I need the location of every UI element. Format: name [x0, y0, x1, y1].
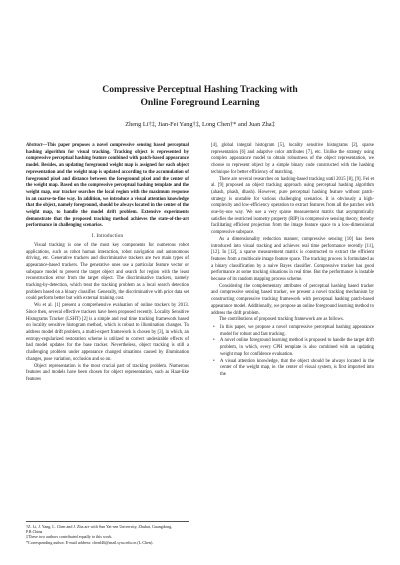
footnote: *Corresponding author. E-mail address: chenl46@mail.sysu.edu.cn (L.Chen). [26, 539, 154, 545]
list-item-text: A novel online foreground learning method is proposed to handle the target drift problem, in which, every CPH template is also combined with an updating weight map for confidence evaluation. [220, 338, 374, 357]
list-item [211, 359, 374, 379]
title-line-1: Compressive Perceptual Hashing Tracking with [102, 84, 298, 95]
body-paragraph: Object representation is the most crucial part of tracking problem. Numerous features and models have been chosen for object representation, such as Haar-like features [26, 363, 189, 382]
abstract-label: Abstract [26, 143, 43, 148]
list-item [211, 325, 374, 338]
body-paragraph: As a dimensionality reduction manner, compressive sensing [10] has been introduced into visual tracking and achieves real time performance recently [11], [12]. In [12], a sparse measurement matrix is constructed to extract the efficient features from a multiscale image feature space. The tracking process is formulated as a binary classification by a naive Bayes classifier. Compressive tracker has good performance at some tracking situations in real time. But the performance is instable because of its random mapping process scheme. [211, 236, 374, 283]
body-paragraph: [4], global integral histogram [5], locality sensitive histograms [2], sparse representation [6] and adaptive color attributes [7], etc. Unlike the strategy using complex appearance model to obtain robustness of the object representation, we choose to represent object by a simple binary code constructed with the hashing technique for better efficiency of matching. [211, 143, 374, 175]
footnotes [26, 521, 189, 545]
author-list: Zheng Li†‡, Jian-Fei Yang†‡, Long Chen†* and Juan Zha‡ [125, 121, 275, 128]
abstract-text: —This paper proposes a novel compressive sensing based perceptual hashing algorithm for visual tracking. Tracking object is represented by compressive perceptual hashing feature combined with patch-based appearance model. Besides, an updating foreground weight map is assigned for each object representation and the weight map is updated according to the accumulation of foreground pixel and distance between the foreground pixel and the center of the weight map. Based on the compressive perceptual hashing template and the weight map, our tracker searches the local region with the maximum response in an coarse-to-fine way. In addition, we introduce a visual attention knowledge that the object, namely foreground, should be always located in the center of the weight map, to handle the model drift problem. Extensive experiments demonstrate that the proposed tracking method achieves the state-of-the-art performance in challenging scenarios. [26, 143, 189, 229]
title-line-2: Online Foreground Learning [140, 96, 260, 108]
paper-title [60, 84, 340, 109]
contribution-list [211, 325, 374, 379]
bullet-icon: • [213, 358, 215, 364]
footnote: †Z. Li, J. Yang, L. Chen and J. Zha are with Sun Yat-sen University, Zhuhai, Guangdong, P.R.China [26, 524, 173, 535]
body-paragraph: Visual tracking is one of the most key components for numerous robot applications, such as robot human interaction, robot navigation and autonomous driving, etc. Generative trackers and discriminative trackers are two main types of appearance-based trackers. The generative ones use a particular feature vector or subspace model to present the target object and search for region with the least reconstruction error from the target object. The discriminative trackers, namely tracking-by-detection, which treat the tracking problem as a local search detection problem based on a binary classifier. Generally, the discriminative with prior data set could perform better but with external training cost. [26, 242, 189, 302]
list-item [211, 338, 374, 358]
bullet-icon: • [213, 338, 215, 344]
left-column [26, 143, 189, 384]
section-heading-introduction: I. Introduction [91, 234, 124, 240]
footnote: ‡These two authors contributed equally to this work. [26, 534, 113, 540]
body-paragraph: Wu et al. [1] present a comprehensive evaluation of online trackers by 2013. Since then, several effective trackers have been proposed recently. Locality Sensitive Histograms Tracker (LSHT) [2] is a simple and real time tracking framework based on locality sensitive histogram method, which is robust to illumination changes. To address model drift problem, a multi-expert framework is chosen by [3], in which, an entropy-regularized restoration scheme is utilized to correct undesirable effects of bad model updates for the base tracker. Nevertheless, object tracking is still a challenging problem under appearance changed situations caused by illumination changes, pose variation, occlusion and so on. [26, 303, 189, 362]
bullet-icon: • [213, 324, 215, 330]
abstract [26, 143, 189, 230]
body-paragraph: Considering the complementary attributes of perceptual hashing based tracker and compressive sensing based tracker, we present a novel tracking mechanism by constructing compressive tracking framework with perceptual hashing patch-based appearance model. Additionally, we propose an online foreground learning method to address the drift problem. [211, 283, 374, 316]
list-item-text: In this paper, we propose a novel compressive perceptual hashing appearance model for robust and fast tracking. [220, 324, 374, 337]
body-paragraph: The contributions of proposed tracking framework are as follows. [219, 317, 344, 323]
body-paragraph: There are several researches on hashing-based tracking until 2015 [8], [9]. Fei et al. [9] proposed an object tracking approach using perceptual hashing algorithm (ahash, phash, dhash). However, pure perceptual hashing feature without patch-strategy is unstable for various challenging scenarios. It is obviously a high-complexity and low-efficiency operation to extract features from all the patches with one-by-one way. We use a very sparse measurement matrix that asymptotically satisfies the restricted isometry property (RIP) in compressive sensing theory, thereby facilitating efficient projection from the image feature space to a low-dimensional compressive subspace. [211, 176, 374, 236]
list-item-text: A visual attention knowledge, that the object should be always located in the center of the weight map, ie. the center of visual system, is first imported into the [220, 358, 374, 377]
right-column [211, 143, 374, 379]
